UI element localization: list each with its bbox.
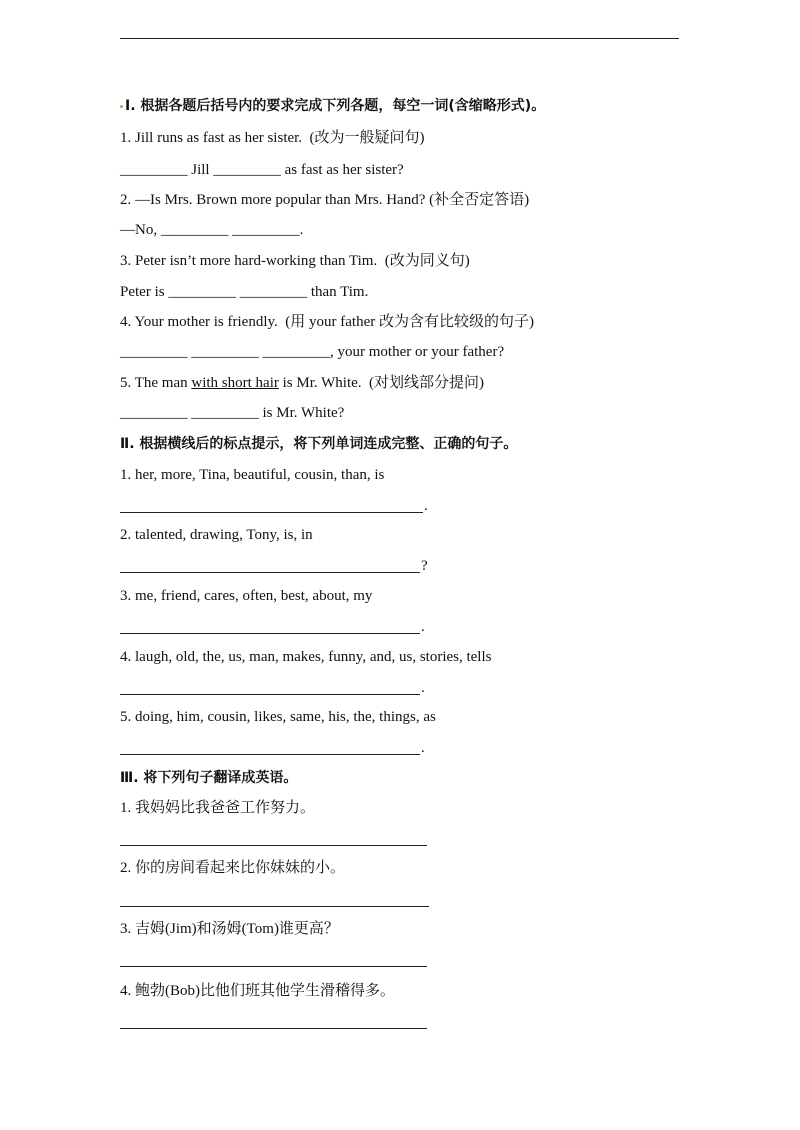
s1-q5-text	[120, 373, 484, 393]
s2-q1-answer-line[interactable]	[120, 512, 423, 513]
s2-q5-end-mark: .	[421, 740, 425, 756]
s2-q1-end-mark: .	[424, 498, 428, 514]
speck-mark	[120, 105, 123, 108]
s3-q2-answer-line[interactable]	[120, 906, 429, 907]
s1-q5-prefix: 5. The man	[120, 375, 192, 391]
s2-q1-text: 1. her, more, Tina, beautiful, cousin, than, is	[120, 467, 385, 483]
s1-q3-text: 3. Peter isn’t more hard-working than Tim. (改为同义句)	[120, 253, 470, 269]
s2-q5-answer-line[interactable]	[120, 754, 420, 755]
s1-q5-underlined-phrase: with short hair	[191, 375, 279, 391]
s1-q2-text: 2. —Is Mrs. Brown more popular than Mrs. Hand? (补全否定答语)	[120, 192, 530, 208]
s3-q4-text: 4. 鲍勃(Bob)比他们班其他学生滑稽得多。	[120, 983, 395, 999]
s1-q4-answer-blank[interactable]: _________ _________ _________, your mother or your father?	[120, 344, 505, 360]
s2-q2-end-mark: ?	[421, 558, 428, 574]
s1-q2-answer-blank[interactable]: —No, _________ _________.	[120, 222, 304, 238]
s3-q3-answer-line[interactable]	[120, 966, 427, 967]
s3-q3-text: 3. 吉姆(Jim)和汤姆(Tom)谁更高？	[120, 921, 339, 937]
top-rule	[120, 38, 679, 39]
s2-q4-text: 4. laugh, old, the, us, man, makes, funny, and, us, stories, tells	[120, 649, 492, 665]
s1-q5-answer-blank[interactable]: _________ _________ is Mr. White?	[120, 405, 345, 421]
s2-q5-text: 5. doing, him, cousin, likes, same, his, the, things, as	[120, 709, 436, 725]
s2-q4-answer-line[interactable]	[120, 694, 420, 695]
s1-q5-suffix: is Mr. White. (对划线部分提问)	[278, 375, 485, 391]
s1-q1-answer-blank[interactable]: _________ Jill _________ as fast as her sister?	[120, 162, 404, 178]
s1-q1-text: 1. Jill runs as fast as her sister. (改为一般疑问句)	[120, 130, 425, 146]
s2-q3-answer-line[interactable]	[120, 633, 420, 634]
section2-heading: Ⅱ. 根据横线后的标点提示，将下列单词连成完整、正确的句子。	[120, 436, 518, 452]
s1-q3-answer-blank[interactable]: Peter is _________ _________ than Tim.	[120, 284, 369, 300]
section1-heading: Ⅰ. 根据各题后括号内的要求完成下列各题，每空一词(含缩略形式)。	[120, 96, 545, 116]
s3-q1-text: 1. 我妈妈比我爸爸工作努力。	[120, 800, 316, 816]
s3-q4-answer-line[interactable]	[120, 1028, 427, 1029]
s2-q2-answer-line[interactable]	[120, 572, 420, 573]
s2-q2-text: 2. talented, drawing, Tony, is, in	[120, 527, 313, 543]
s2-q3-end-mark: .	[421, 619, 425, 635]
section3-heading: Ⅲ. 将下列句子翻译成英语。	[120, 770, 298, 786]
s3-q1-answer-line[interactable]	[120, 845, 427, 846]
s2-q4-end-mark: .	[421, 680, 425, 696]
s3-q2-text: 2. 你的房间看起来比你妹妹的小。	[120, 860, 346, 876]
s1-q4-text: 4. Your mother is friendly. (用 your father 改为含有比较级的句子)	[120, 314, 534, 330]
s2-q3-text: 3. me, friend, cares, often, best, about, my	[120, 588, 373, 604]
